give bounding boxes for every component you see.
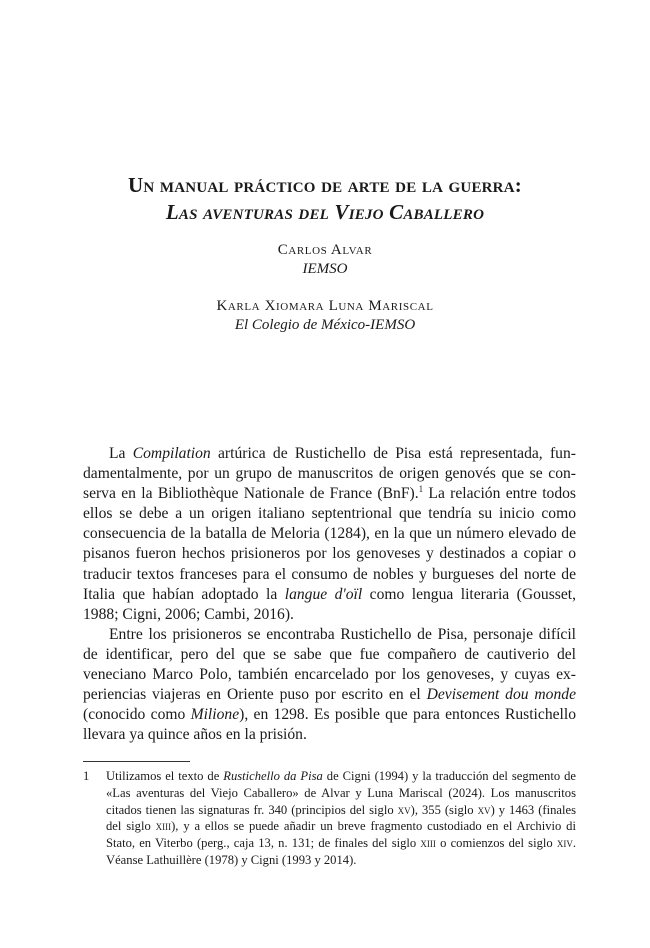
century-numeral: xv	[477, 802, 491, 817]
century-numeral: xiii	[155, 819, 172, 834]
text-run: Entre los prisioneros se encontraba Rustichello de Pisa, personaje difícil de identificar, pero del que se sabe que fue compañero de cautiverio del veneciano Marco Polo, también encarcelado por los genoveses, y cuyas experiencias viajeras en Oriente puso por escrito en el	[83, 625, 576, 704]
text-run: ), en 1298. Es posible que para entonces Rustichello llevara ya quince años en la prisión.	[83, 706, 576, 744]
author-name: Carlos Alvar	[277, 242, 373, 258]
footnote-separator	[83, 761, 190, 762]
text-run: La	[109, 445, 133, 462]
italic-title: Compilation	[132, 445, 211, 462]
italic-title: Milione	[190, 706, 240, 724]
italic-title: Devisement dou monde	[426, 686, 576, 704]
italic-term: langue d'oïl	[284, 585, 363, 603]
footnote-number: 1	[83, 769, 90, 783]
author-name: Karla Xiomara Luna Mariscal	[216, 298, 434, 314]
author-affiliation: El Colegio de México-IEMSO	[234, 317, 416, 333]
text-run: de Cigni (1994) y la traducción del segmento de «Las aventuras del Viejo Caballero» de Alvar y Luna Mariscal (2024). Los manuscritos citados tienen las signaturas fr. 340 (principios del siglo	[106, 769, 576, 817]
text-run: Utilizamos el texto de	[106, 769, 224, 783]
italic-title: Rustichello da Pisa	[223, 769, 323, 783]
text-run: artúrica de Rustichello de Pisa está representada, fundamentalmente, por un grupo de manuscritos de origen genovés que se conserva en la Bibliothèque Nationale de France (BnF).	[83, 445, 576, 503]
author-block-2	[40, 297, 610, 335]
paragraph-1	[83, 444, 576, 625]
body-text	[83, 444, 576, 745]
article-title-line-2: Las aventuras del Viejo Caballero	[165, 200, 485, 224]
text-run: ), y a ellos se puede añadir un breve fragmento custodiado en el Archivio di Stato, en Viterbo (perg., caja 13, n. 131; de finales del siglo	[106, 819, 576, 851]
text-run: como lengua literaria (Gousset, 1988; Cigni, 2006; Cambi, 2016).	[83, 585, 577, 623]
text-run: ) y 1463 (finales del siglo	[106, 802, 576, 834]
paragraph-2	[83, 625, 576, 746]
century-numeral: xiv	[556, 836, 573, 851]
footnote-1	[83, 768, 576, 869]
author-affiliation: IEMSO	[302, 261, 348, 277]
text-run: o comienzos del siglo	[435, 836, 557, 851]
century-numeral: xiii	[420, 836, 436, 851]
text-run: ), 355 (siglo	[410, 802, 478, 817]
footnote-reference[interactable]: 1	[418, 484, 424, 495]
text-run: La relación entre todos ellos se debe a un origen italiano septentrional que tendría su inicio como consecuencia de la batalla de Meloria (1284), en la que un número elevado de pisanos fueron hechos prisioneros por los genoveses y destinados a copiar o traducir textos franceses para el consumo de nobles y burgueses del norte de Italia que habían adoptado la	[83, 485, 576, 603]
text-run: . Véanse Lathuillère (1978) y Cigni (1993 y 2014).	[106, 836, 576, 867]
century-numeral: xv	[397, 802, 411, 817]
article-title-line-1: Un manual práctico de arte de la guerra:	[128, 173, 522, 197]
text-run: (conocido como	[83, 706, 191, 724]
footnote-text	[106, 768, 576, 869]
author-block-1	[40, 241, 610, 279]
